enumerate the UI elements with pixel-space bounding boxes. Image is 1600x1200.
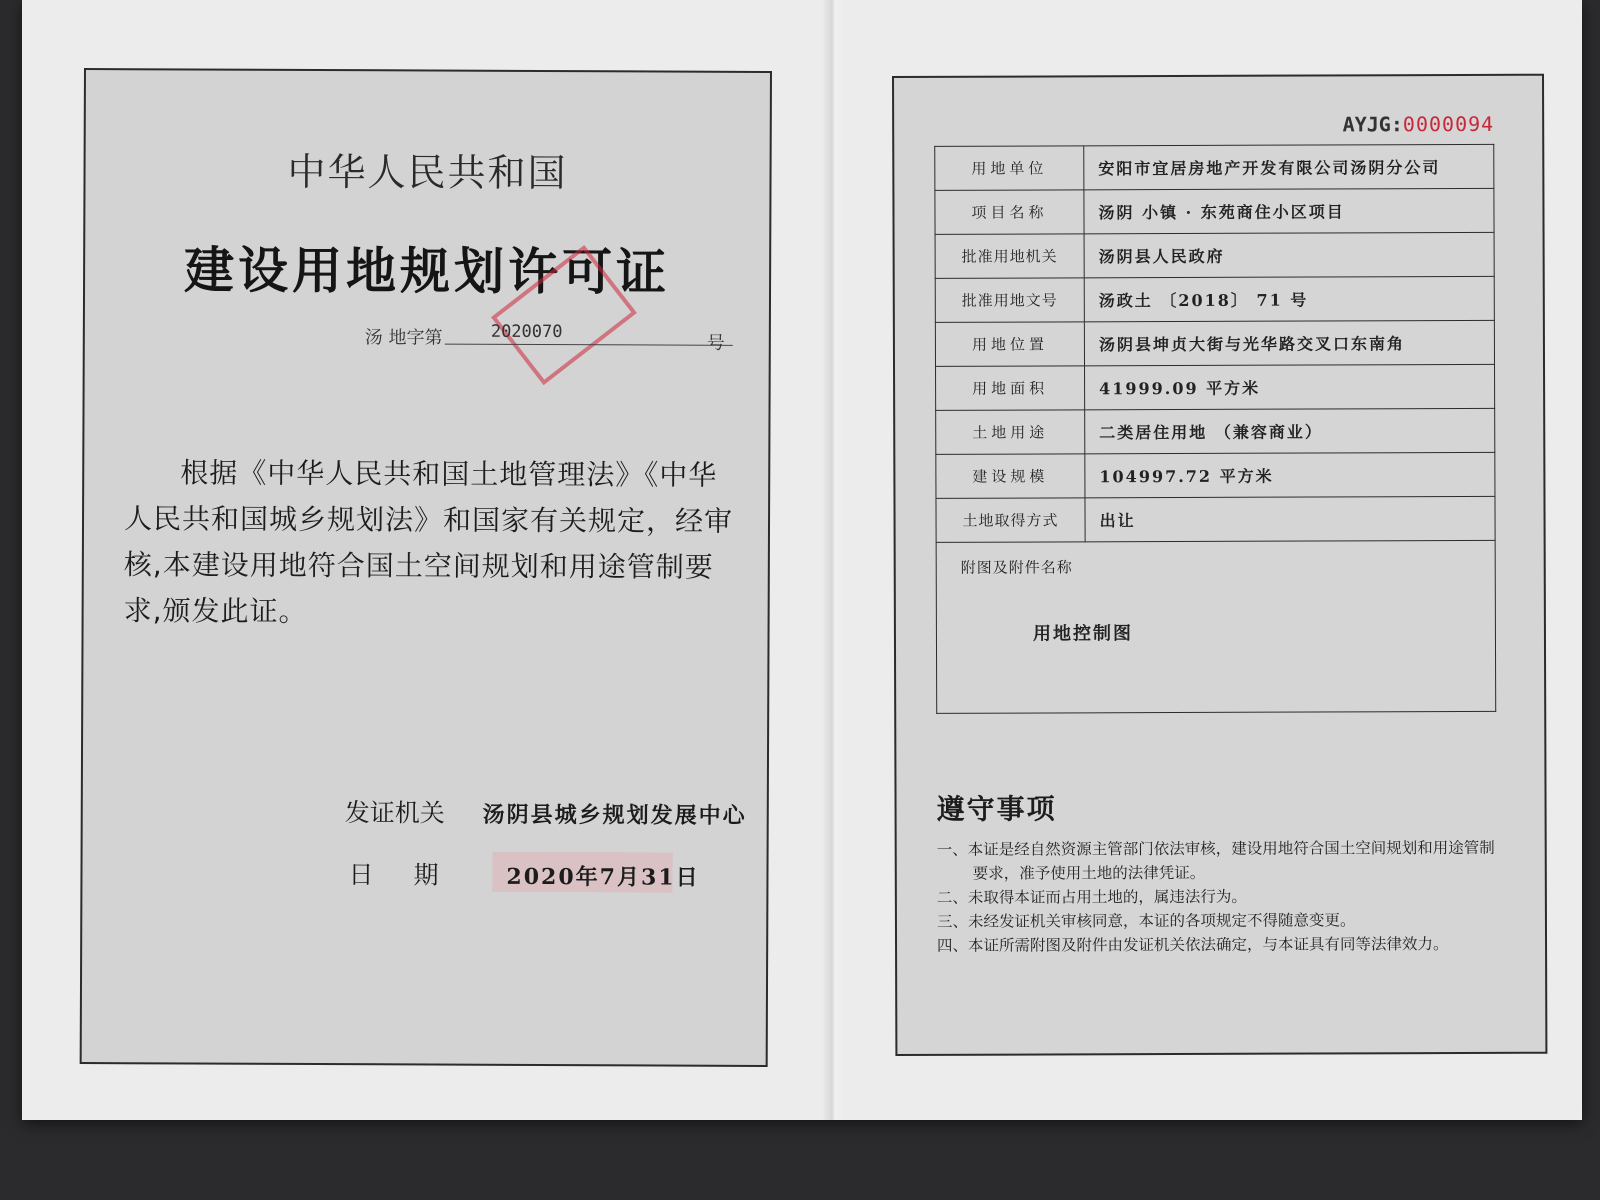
- table-row: [935, 232, 1494, 278]
- list-item: 一、本证是经自然资源主管部门依法审核，建设用地符合国土空间规划和用途管制要求，准予使用土地的法律凭证。: [936, 838, 1495, 883]
- row-value: 104997.72 平方米: [1085, 452, 1495, 497]
- serial-value: 0000094: [1402, 111, 1495, 137]
- row-label: 用地位置: [935, 322, 1084, 367]
- row-value: 41999.09 平方米: [1085, 364, 1495, 409]
- number-value: 2020070: [445, 322, 733, 346]
- table-row: [935, 144, 1494, 190]
- table-row: [936, 364, 1495, 410]
- table-row: [935, 320, 1494, 366]
- list-item: 二、未取得本证而占用土地的，属违法行为。: [936, 887, 1247, 907]
- row-label: 用地面积: [936, 366, 1085, 411]
- date-label: 日期: [348, 860, 479, 890]
- table-row: [936, 496, 1495, 542]
- row-label: 项目名称: [935, 190, 1084, 235]
- booklet-spine: [822, 0, 844, 1120]
- row-value: 安阳市宜居房地产开发有限公司汤阴分公司: [1084, 144, 1494, 189]
- certificate-booklet: [22, 0, 1582, 1120]
- row-value: 汤阴 小镇 · 东苑商住小区项目: [1084, 188, 1494, 233]
- row-label: 建设规模: [936, 454, 1085, 499]
- serial-prefix: AYJG:: [1342, 112, 1403, 137]
- row-label: 批准用地机关: [935, 234, 1084, 279]
- attachment-value: 用地控制图: [1032, 623, 1133, 645]
- table-row: [935, 188, 1494, 234]
- row-value: 汤阴县人民政府: [1084, 232, 1494, 277]
- attachment-cell: [936, 540, 1496, 713]
- row-value: 出让: [1085, 496, 1495, 541]
- country-name: 中华人民共和国: [287, 149, 568, 196]
- notes-list: [937, 836, 1507, 958]
- attachment-label: 附图及附件名称: [960, 558, 1073, 577]
- table-row: [935, 276, 1494, 322]
- attachment-row: [936, 540, 1496, 713]
- left-page: [80, 68, 772, 1067]
- certificate-number: [365, 319, 745, 355]
- row-label: 批准用地文号: [935, 278, 1084, 323]
- land-info-table: [934, 144, 1496, 714]
- issuer-value: 汤阴县城乡规划发展中心: [482, 801, 747, 829]
- number-prefix: 汤 地字第: [364, 327, 443, 349]
- row-value: 汤阴县坤贞大街与光华路交叉口东南角: [1084, 320, 1494, 365]
- notes-title: 遵守事项: [936, 792, 1057, 826]
- issuer-label: 发证机关: [344, 798, 445, 828]
- table-row: [936, 408, 1495, 454]
- row-value: 汤政土 〔2018〕 71 号: [1084, 276, 1494, 321]
- serial-number: [1343, 112, 1495, 137]
- list-item: 四、本证所需附图及附件由发证机关依法确定，与本证具有同等法律效力。: [937, 935, 1449, 955]
- table-row: [936, 452, 1495, 498]
- date-row: [348, 855, 699, 893]
- row-label: 土地取得方式: [936, 498, 1085, 543]
- row-label: 土地用途: [936, 410, 1085, 455]
- date-value: 2020年7月31日: [506, 863, 700, 891]
- issuer-row: [345, 793, 747, 831]
- certificate-body-text: 根据《中华人民共和国土地管理法》《中华人民共和国城乡规划法》和国家有关规定，经审核,本建设用地符合国土空间规划和用途管制要求,颁发此证。: [123, 456, 734, 628]
- row-value: 二类居住用地 （兼容商业）: [1085, 408, 1495, 453]
- right-page: [892, 74, 1547, 1056]
- number-suffix: 号: [706, 332, 725, 354]
- row-label: 用地单位: [935, 146, 1084, 191]
- list-item: 三、未经发证机关审核同意，本证的各项规定不得随意变更。: [936, 911, 1356, 931]
- certificate-title: 建设用地规划许可证: [183, 241, 671, 302]
